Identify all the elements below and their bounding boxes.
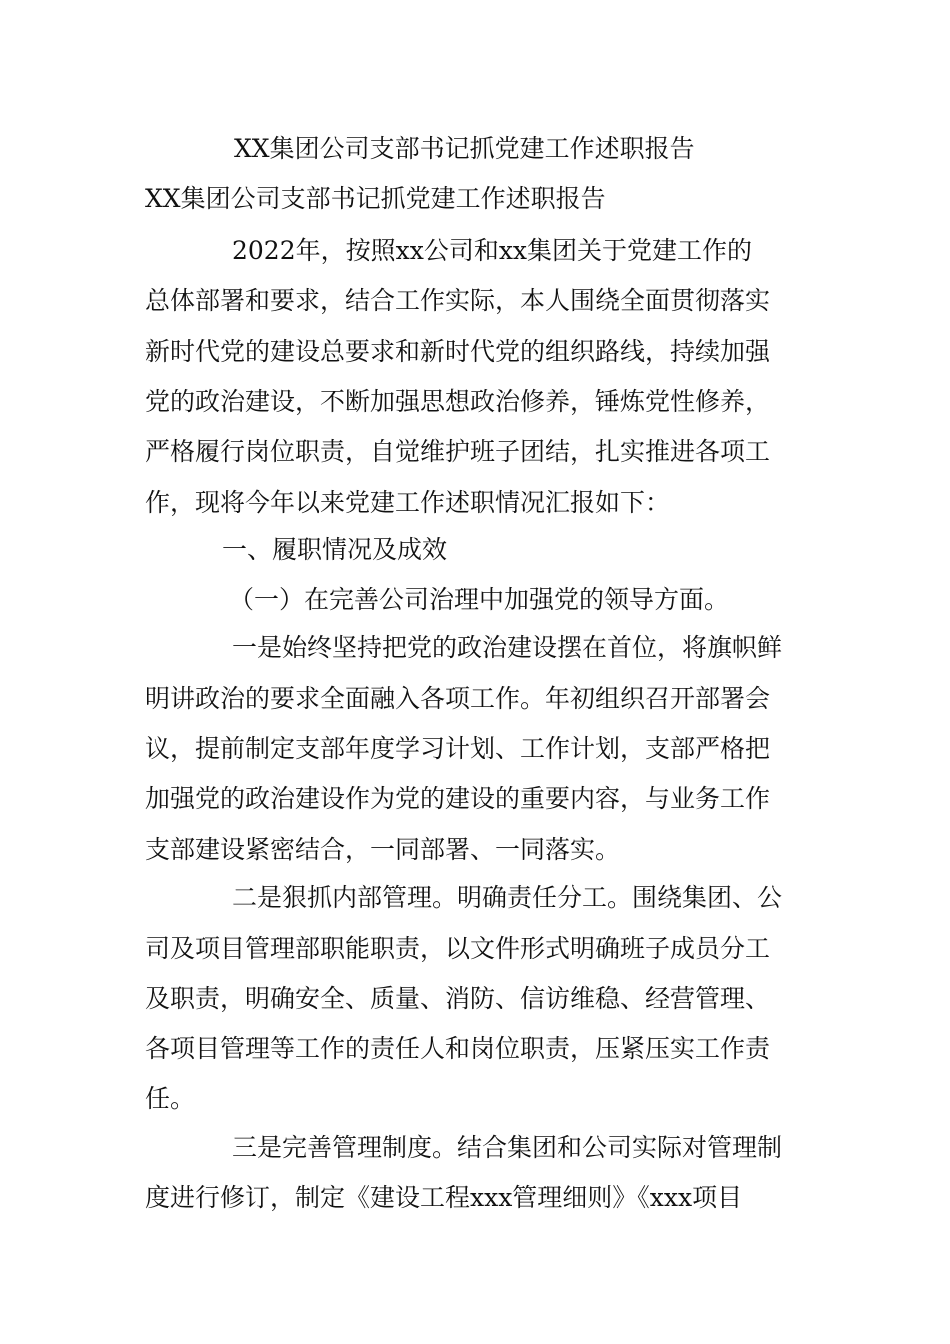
body-line-18: 任。: [145, 1084, 196, 1113]
body-line-9: 一是始终坚持把党的政治建设摆在首位，将旗帜鲜: [232, 633, 783, 662]
body-line-6: 作，现将今年以来党建工作述职情况汇报如下：: [145, 488, 671, 517]
body-line-13: 支部建设紧密结合，一同部署、一同落实。: [145, 835, 621, 864]
body-line-20: 度进行修订，制定《建设工程xxx管理细则》《xxx项目: [145, 1183, 743, 1212]
section-heading-1: 一、履职情况及成效: [222, 535, 448, 564]
body-line-3: 新时代党的建设总要求和新时代党的组织路线，持续加强: [145, 337, 771, 366]
body-line-12: 加强党的政治建设作为党的建设的重要内容，与业务工作: [145, 784, 771, 813]
body-line-14: 二是狠抓内部管理。明确责任分工。围绕集团、公: [232, 883, 783, 912]
body-line-11: 议，提前制定支部年度学习计划、工作计划，支部严格把: [145, 734, 771, 763]
document-subtitle: XX集团公司支部书记抓党建工作述职报告: [145, 184, 606, 213]
body-line-16: 及职责，明确安全、质量、消防、信访维稳、经营管理、: [145, 984, 771, 1013]
document-title: XX集团公司支部书记抓党建工作述职报告: [234, 134, 695, 163]
body-line-17: 各项目管理等工作的责任人和岗位职责，压紧压实工作责: [145, 1034, 771, 1063]
body-line-15: 司及项目管理部职能职责，以文件形式明确班子成员分工: [145, 934, 771, 963]
body-line-5: 严格履行岗位职责，自觉维护班子团结，扎实推进各项工: [145, 437, 771, 466]
body-line-10: 明讲政治的要求全面融入各项工作。年初组织召开部署会: [145, 684, 771, 713]
body-line-2: 总体部署和要求，结合工作实际，本人围绕全面贯彻落实: [145, 286, 771, 315]
body-line-1: 2022年，按照xx公司和xx集团关于党建工作的: [232, 236, 753, 265]
subsection-heading-1: （一）在完善公司治理中加强党的领导方面。: [229, 585, 730, 614]
body-line-19: 三是完善管理制度。结合集团和公司实际对管理制: [232, 1133, 783, 1162]
body-line-4: 党的政治建设，不断加强思想政治修养，锤炼党性修养，: [145, 387, 771, 416]
